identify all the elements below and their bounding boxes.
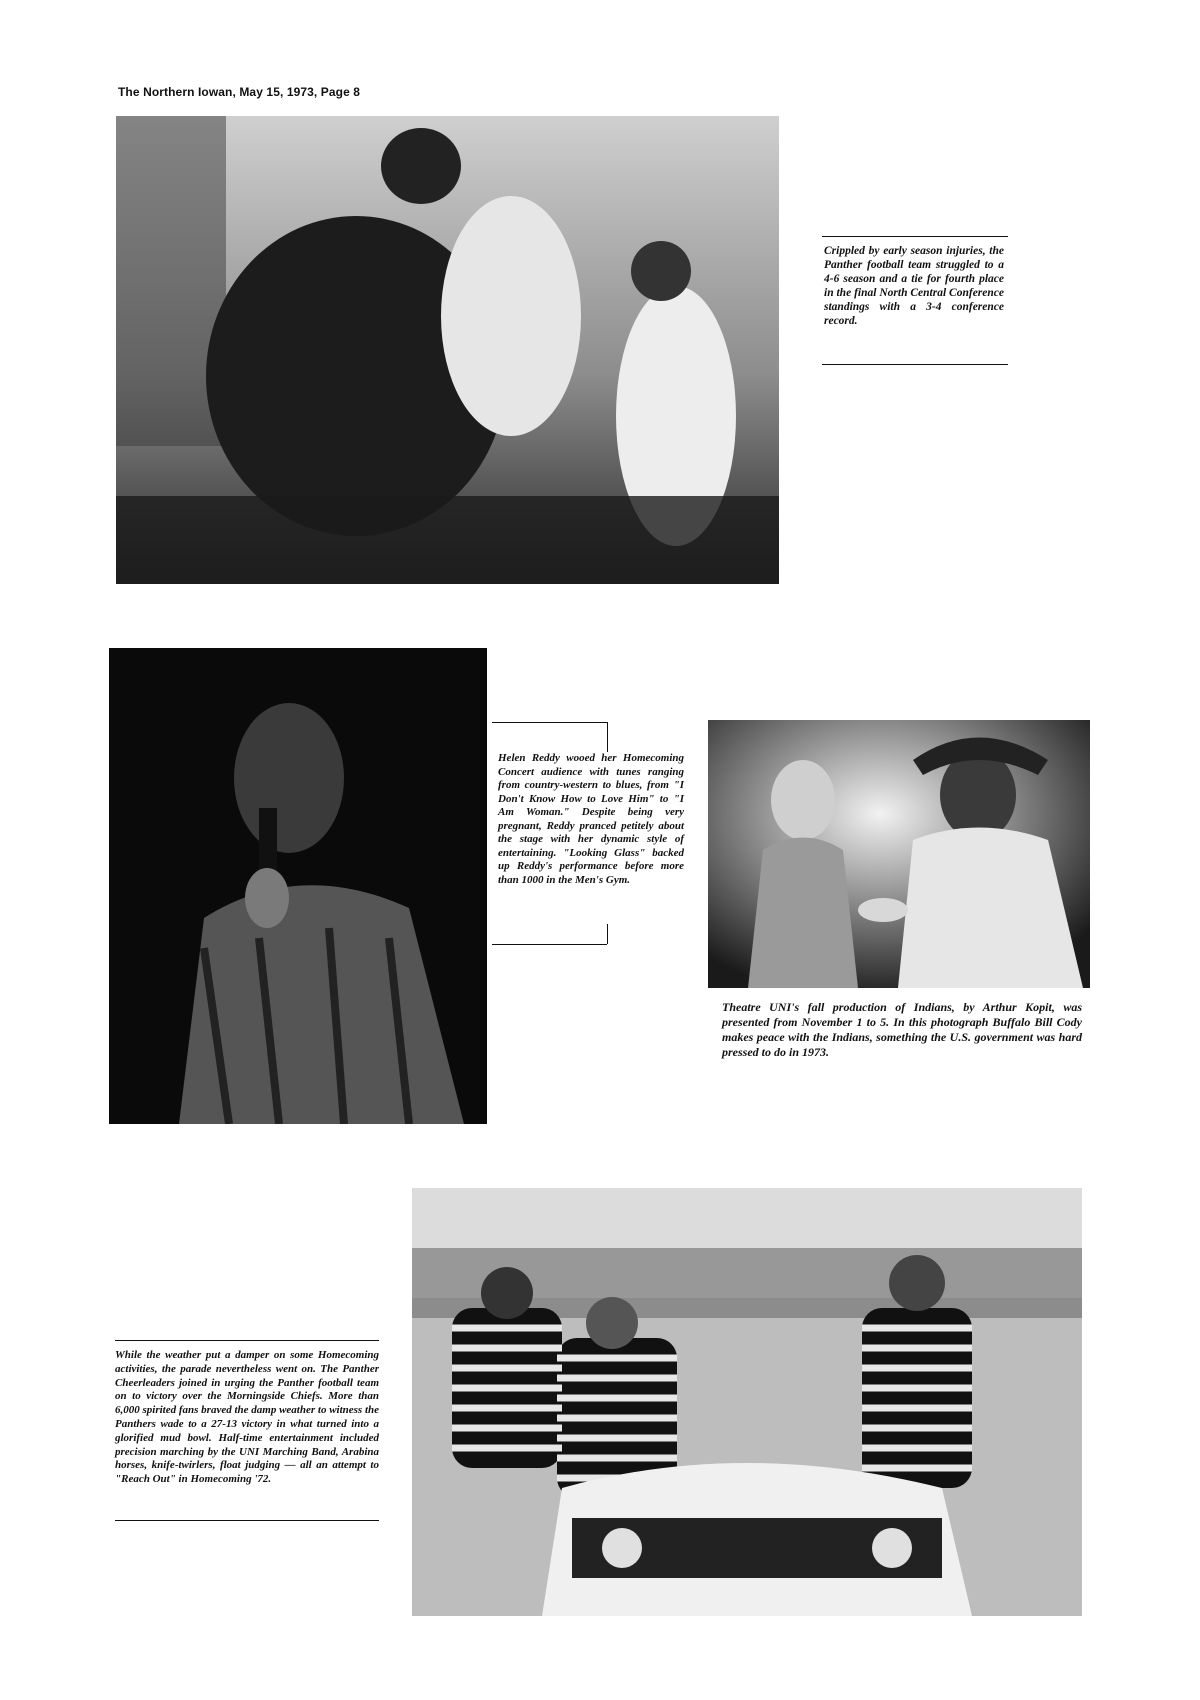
football-caption-text: Crippled by early season injuries, the Panther football team struggled to a 4-6 season and a tie for fourth place in the final North Central Conference standings with a 3-4 conference record. [824, 245, 1004, 327]
parade-caption [115, 1349, 379, 1487]
football-caption [824, 244, 1004, 328]
parade-caption-bottom-rule [115, 1520, 379, 1521]
theatre-caption-text: Theatre UNI's fall production of Indians, by Arthur Kopit, was presented from November 1 to 5. In this photograph Buffalo Bill Cody makes peace with the Indians, something the U.S. government was hard pressed to do in 1973. [722, 1000, 1082, 1059]
cheerleaders-photo [412, 1188, 1082, 1616]
football-photo [116, 116, 779, 584]
parade-caption-top-rule [115, 1340, 379, 1341]
reddy-bracket-right-bottom [607, 924, 608, 944]
singer-photo [109, 648, 487, 1124]
theatre-caption [722, 1000, 1082, 1060]
reddy-caption-text: Helen Reddy wooed her Homecoming Concert audience with tunes ranging from country-western to blues, from "I Don't Know How to Love Him" to "I Am Woman." Despite being very pregnant, Reddy pranced petitely about the stage with her dynamic style of entertaining. "Looking Glass" backed up Reddy's performance before more than 1000 in the Men's Gym. [498, 752, 684, 886]
page-header: The Northern Iowan, May 15, 1973, Page 8 [118, 85, 361, 99]
reddy-bracket-top [492, 722, 607, 723]
reddy-bracket-right-top [607, 722, 608, 752]
theatre-handshake-photo-icon [708, 720, 1090, 988]
reddy-caption [498, 752, 684, 887]
singer-with-microphone-photo-icon [109, 648, 487, 1124]
football-players-photo-icon [116, 116, 779, 584]
cheerleaders-on-car-photo-icon [412, 1188, 1082, 1616]
football-caption-bottom-rule [822, 364, 1008, 365]
theatre-photo [708, 720, 1090, 988]
parade-caption-text: While the weather put a damper on some Homecoming activities, the parade nevertheless went on. The Panther Cheerleaders joined in urging the Panther football team on to victory over the Morningside Chiefs. More than 6,000 spirited fans braved the damp weather to witness the Panthers wade to a 27-13 victory in what turned into a glorified mud bowl. Half-time entertainment included precision marching by the UNI Marching Band, Arabina horses, knife-twirlers, float judging — all an attempt to "Reach Out" in Homecoming '72. [115, 1349, 380, 1486]
reddy-bracket-bottom [492, 944, 607, 945]
football-caption-top-rule [822, 236, 1008, 237]
